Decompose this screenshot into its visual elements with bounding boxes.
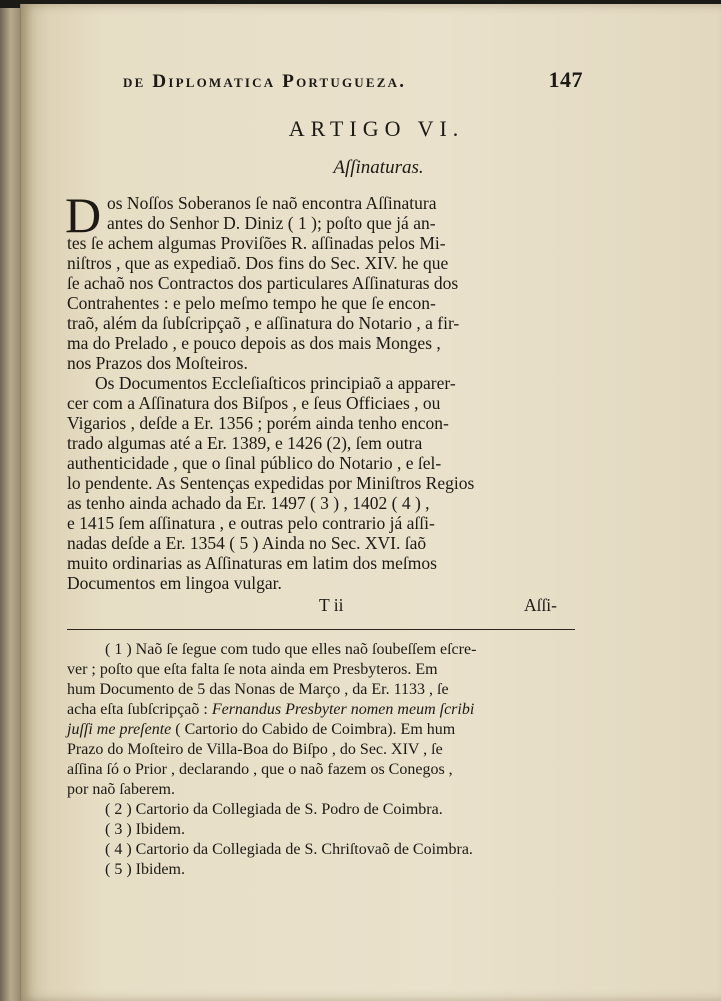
footnote-line: ( 1 ) Naõ ſe ſegue com tudo que elles naõ ſoubeſſem eſcre- <box>105 641 477 658</box>
body-line: ſe achaõ nos Contractos dos particulares Aſſinaturas dos <box>67 273 459 293</box>
running-head <box>123 67 583 93</box>
footnote-line: ver ; poſto que eſta falta ſe nota ainda em Presbyteros. Em <box>67 661 438 678</box>
latin-quotation: Fernandus Presbyter nomen meum ſcribi <box>211 701 475 718</box>
footnote-line: hum Documento de 5 das Nonas de Março , da Er. 1133 , ſe <box>67 681 449 698</box>
body-line: authenticidade , que o ſinal público do Notario , e ſel- <box>67 453 442 473</box>
footnote-line <box>67 720 575 740</box>
body-line: nadas deſde a Er. 1354 ( 5 ) Ainda no Sec. XVI. ſaõ <box>67 533 427 553</box>
body-line: ma do Prelado , e pouco depois as dos mais Monges , <box>67 333 441 353</box>
body-line: muito ordinarias as Aſſinaturas em latim dos meſmos <box>67 553 437 573</box>
body-line: tes ſe achem algumas Proviſões R. aſſinadas pelos Mi- <box>67 233 446 253</box>
book-page <box>20 4 721 1001</box>
body-line: cer com a Aſſinatura dos Biſpos , e ſeus Officiaes , ou <box>67 393 441 413</box>
section-subtitle: Aſſinaturas. <box>333 157 424 178</box>
footnote-text: ( Cartorio do Cabido de Coimbra). Em hum <box>175 721 456 738</box>
signature-mark: T ii <box>319 595 344 615</box>
body-line: Documentos em lingoa vulgar. <box>67 573 282 593</box>
page-number: 147 <box>548 67 583 92</box>
footnote-item: ( 4 ) Cartorio da Collegiada de S. Chriſtovaõ de Coimbra. <box>105 841 473 858</box>
body-line: e 1415 ſem aſſinatura , e outras pelo contrario já aſſi- <box>67 513 435 533</box>
section-heading: ARTIGO VI. <box>288 116 465 141</box>
footnote-line: aſſina ſó o Prior , declarando , que o naõ fazem os Conegos , <box>67 761 453 778</box>
running-title: de Diplomatica Portugueza. <box>123 71 407 92</box>
body-line: nos Prazos dos Moſteiros. <box>67 353 248 373</box>
footnote-text: acha eſta ſubſcripçaõ : <box>67 701 208 718</box>
footnote-rule <box>67 629 575 630</box>
footnote-line: por naõ ſaberem. <box>67 781 175 798</box>
footnote-line: Prazo do Moſteiro de Villa-Boa do Biſpo , do Sec. XIV , ſe <box>67 741 443 758</box>
footnote-line <box>67 700 575 720</box>
body-line: os Noſſos Soberanos ſe naõ encontra Aſſinatura <box>107 193 437 213</box>
body-text <box>65 187 557 615</box>
drop-cap: D <box>65 187 102 243</box>
body-line: Vigarios , deſde a Er. 1356 ; porém ainda tenho encon- <box>67 413 449 433</box>
footnote-item: ( 3 ) Ibidem. <box>105 821 185 838</box>
body-line: antes do Senhor D. Diniz ( 1 ); poſto que já an- <box>107 213 436 233</box>
body-line: Contrahentes : e pelo meſmo tempo he que ſe encon- <box>67 293 436 313</box>
body-line: lo pendente. As Sentenças expedidas por Miniſtros Regios <box>67 473 475 493</box>
footnotes <box>67 640 575 880</box>
body-line: trado algumas até a Er. 1389, e 1426 (2), ſem outra <box>67 433 423 453</box>
body-line: niſtros , que as expediaõ. Dos fins do Sec. XIV. he que <box>67 253 449 273</box>
body-line: traõ, além da ſubſcripçaõ , e aſſinatura do Notario , a fir- <box>67 313 460 333</box>
catchword: Aſſi- <box>523 595 557 615</box>
footnote-item: ( 5 ) Ibidem. <box>105 861 185 878</box>
body-line: as tenho ainda achado da Er. 1497 ( 3 ) , 1402 ( 4 ) , <box>67 493 430 513</box>
catch-line <box>67 595 557 615</box>
body-line: Os Documentos Eccleſiaſticos principiaõ a apparer- <box>95 373 456 393</box>
footnote-item: ( 2 ) Cartorio da Collegiada de S. Podro de Coimbra. <box>105 801 443 818</box>
latin-quotation: juſſi me preſente <box>67 721 172 738</box>
